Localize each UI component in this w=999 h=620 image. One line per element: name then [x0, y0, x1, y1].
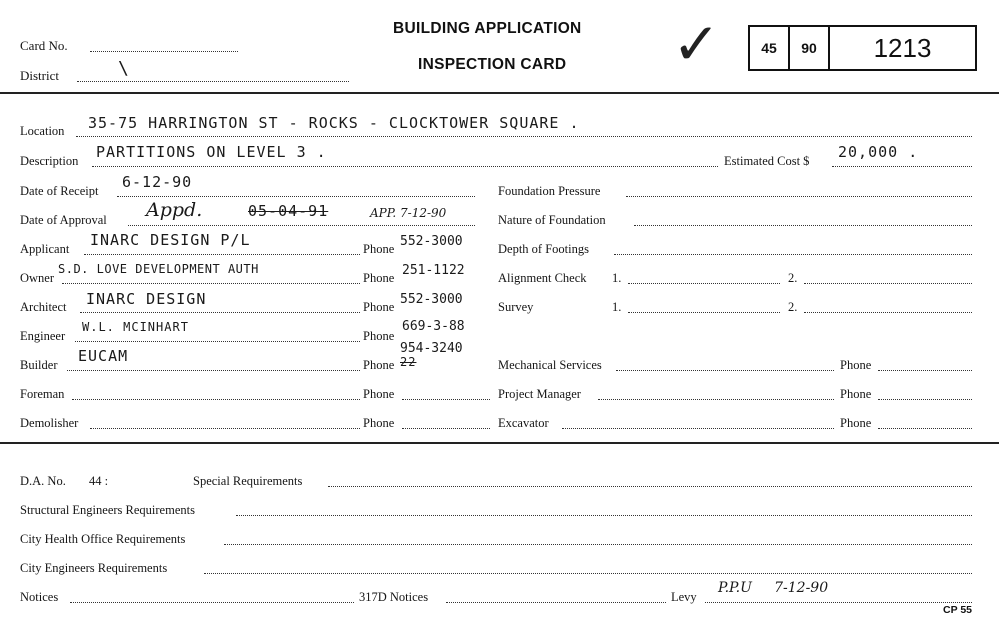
mechanical-phone-line — [878, 370, 972, 371]
date-of-approval-line — [128, 225, 475, 226]
foreman-label: Foreman — [20, 387, 65, 401]
applicant-line — [84, 254, 360, 255]
demolisher-label: Demolisher — [20, 416, 79, 430]
structural-engineers-line — [236, 515, 972, 516]
structural-engineers-label: Structural Engineers Requirements — [20, 503, 195, 517]
notices-317d-label: 317D Notices — [359, 590, 429, 604]
district-label: District — [20, 68, 59, 83]
notices-317d-line — [446, 602, 666, 603]
levy-value: P.P.U 7-12-90 — [718, 580, 829, 596]
demolisher-phone-label: Phone — [363, 416, 395, 430]
alignment-check-line1 — [628, 283, 780, 284]
engineer-label: Engineer — [20, 329, 66, 343]
approval-handwritten: Appd. — [146, 199, 203, 221]
special-requirements-label: Special Requirements — [193, 474, 303, 488]
card-no-label: Card No. — [20, 38, 68, 53]
levy-label: Levy — [671, 590, 697, 604]
architect-label: Architect — [20, 300, 67, 314]
da-no-value: 44 : — [89, 474, 109, 488]
owner-value: S.D. LOVE DEVELOPMENT AUTH — [58, 262, 259, 276]
builder-line — [67, 370, 360, 371]
checkmark-icon: ✓ — [672, 10, 721, 78]
foreman-phone-line — [402, 399, 490, 400]
excavator-label: Excavator — [498, 416, 549, 430]
mechanical-services-label: Mechanical Services — [498, 358, 602, 372]
engineer-line — [75, 341, 360, 342]
survey-label: Survey — [498, 300, 534, 314]
location-line — [76, 136, 972, 137]
city-engineers-line — [204, 573, 972, 574]
survey-line1 — [628, 312, 780, 313]
header-divider — [0, 92, 999, 94]
alignment-check-label: Alignment Check — [498, 271, 587, 285]
ref-year-cell: 45 — [750, 27, 790, 69]
alignment-check-num2: 2. — [788, 271, 798, 285]
reference-box — [748, 25, 977, 71]
da-no-label: D.A. No. — [20, 474, 66, 488]
applicant-phone: 552-3000 — [400, 234, 463, 249]
builder-value: EUCAM — [78, 347, 129, 365]
city-health-line — [224, 544, 972, 545]
foundation-pressure-label: Foundation Pressure — [498, 184, 601, 198]
project-manager-line — [598, 399, 834, 400]
applicant-value: INARC DESIGN P/L — [90, 231, 251, 249]
special-requirements-line — [328, 486, 972, 487]
foundation-pressure-line — [626, 196, 972, 197]
date-of-receipt-line — [117, 196, 475, 197]
description-value: PARTITIONS ON LEVEL 3 . — [96, 143, 327, 161]
owner-line — [62, 283, 360, 284]
notices-line — [70, 602, 354, 603]
survey-line2 — [804, 312, 972, 313]
card-no-line — [90, 51, 238, 52]
date-of-receipt-value: 6-12-90 — [122, 173, 193, 191]
description-line — [92, 166, 718, 167]
owner-phone: 251-1122 — [402, 263, 465, 278]
architect-phone-label: Phone — [363, 300, 395, 314]
excavator-phone-line — [878, 428, 972, 429]
notices-label: Notices — [20, 590, 59, 604]
description-label: Description — [20, 154, 79, 168]
engineer-phone: 669-3-88 — [402, 319, 465, 334]
mechanical-phone-label: Phone — [840, 358, 872, 372]
estimated-cost-value: 20,000 . — [838, 143, 919, 161]
depth-of-footings-line — [614, 254, 972, 255]
owner-label: Owner — [20, 271, 55, 285]
demolisher-line — [90, 428, 360, 429]
nature-of-foundation-label: Nature of Foundation — [498, 213, 606, 227]
architect-value: INARC DESIGN — [86, 290, 207, 308]
builder-phone-label: Phone — [363, 358, 395, 372]
estimated-cost-label: Estimated Cost $ — [724, 154, 810, 168]
form-title-line2: INSPECTION CARD — [418, 56, 567, 73]
architect-line — [80, 312, 360, 313]
ref-number-cell: 1213 — [873, 32, 932, 63]
form-title-line1: BUILDING APPLICATION — [393, 20, 582, 37]
nature-of-foundation-line — [634, 225, 972, 226]
ref-month-cell: 90 — [790, 27, 830, 69]
builder-phone: 954-3240 — [400, 341, 463, 356]
builder-label: Builder — [20, 358, 58, 372]
approval-date: APP. 7-12-90 — [370, 206, 447, 220]
levy-line — [705, 602, 972, 603]
demolisher-phone-line — [402, 428, 490, 429]
city-health-label: City Health Office Requirements — [20, 532, 186, 546]
project-manager-phone-line — [878, 399, 972, 400]
project-manager-label: Project Manager — [498, 387, 581, 401]
excavator-line — [562, 428, 834, 429]
project-manager-phone-label: Phone — [840, 387, 872, 401]
builder-phone-struck: 22 — [400, 355, 417, 369]
estimated-cost-line — [832, 166, 972, 167]
architect-phone: 552-3000 — [400, 292, 463, 307]
location-label: Location — [20, 124, 65, 138]
survey-num2: 2. — [788, 300, 798, 314]
form-code: CP 55 — [943, 604, 972, 616]
survey-num1: 1. — [612, 300, 622, 314]
applicant-phone-label: Phone — [363, 242, 395, 256]
foreman-phone-label: Phone — [363, 387, 395, 401]
alignment-check-line2 — [804, 283, 972, 284]
district-line — [77, 81, 349, 82]
foreman-line — [72, 399, 360, 400]
city-engineers-label: City Engineers Requirements — [20, 561, 168, 575]
district-value: \ — [118, 58, 130, 79]
location-value: 35-75 HARRINGTON ST - ROCKS - CLOCKTOWER SQUARE . — [88, 114, 580, 132]
applicant-label: Applicant — [20, 242, 70, 256]
depth-of-footings-label: Depth of Footings — [498, 242, 589, 256]
engineer-value: W.L. MCINHART — [82, 320, 189, 334]
excavator-phone-label: Phone — [840, 416, 872, 430]
section-divider — [0, 442, 999, 444]
date-of-approval-label: Date of Approval — [20, 213, 107, 227]
owner-phone-label: Phone — [363, 271, 395, 285]
engineer-phone-label: Phone — [363, 329, 395, 343]
date-of-receipt-label: Date of Receipt — [20, 184, 99, 198]
approval-struck-date: 05-04-91 — [248, 202, 329, 220]
alignment-check-num1: 1. — [612, 271, 622, 285]
mechanical-services-line — [616, 370, 834, 371]
